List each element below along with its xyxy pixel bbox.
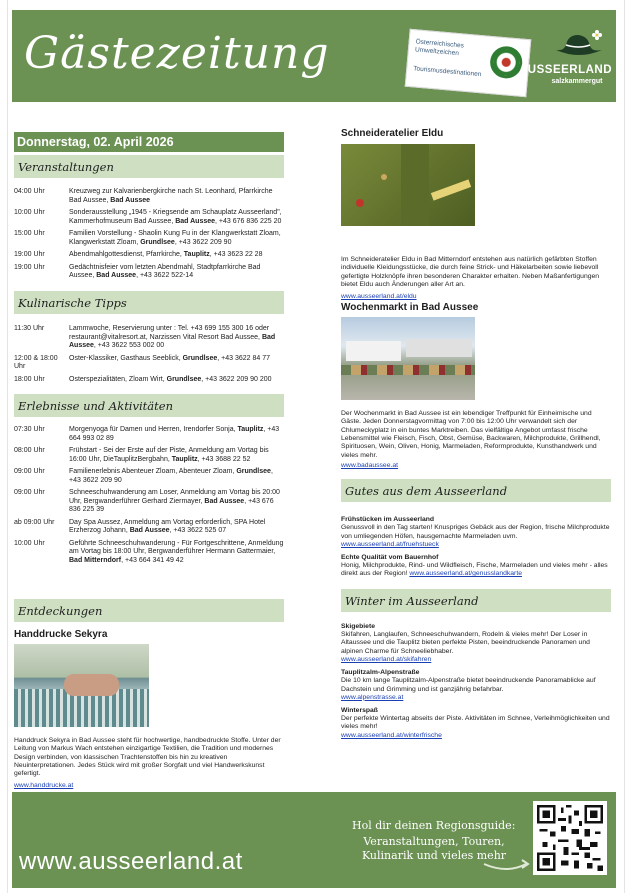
- sekyra-text: Handdruck Sekyra in Bad Aussee steht für hochwertige, handbedruckte Stoffe. Unter der Leitung von Markus Wach entstehen einzigartige Textilien, die Tradition und modernes Design verbinden, von klassischen Trachtenstoffen bis hin zu kreativen Neuinterpretationen. Jedes Stück wird mit großer Sorgfalt und viel Handwerkskunst gefertigt.: [14, 737, 281, 778]
- event-text: Familienerlebnis Abenteuer Zloam, Abenteuer Zloam,: [69, 468, 237, 475]
- event-time: 07:30 Uhr: [14, 426, 45, 433]
- event-time: 19:00 Uhr: [14, 251, 45, 258]
- date-bar: Donnerstag, 02. April 2026: [14, 132, 284, 152]
- veranstaltungen-event-row: [14, 188, 284, 205]
- event-description: [69, 519, 284, 536]
- event-contact: , +43 3623 22 28: [209, 251, 263, 258]
- event-description: [69, 489, 284, 515]
- gutes-t2-wrap: [341, 562, 611, 579]
- event-description: [69, 447, 284, 464]
- event-text: Sonderausstellung „1945 - Kriegsende am Schauplatz Ausseerland", Kammerhofmuseum Bad Aussee,: [69, 209, 282, 225]
- event-location: Bad Aussee: [175, 217, 216, 225]
- event-time: 10:00 Uhr: [14, 539, 45, 547]
- veranstaltungen-event-row: [14, 264, 284, 281]
- event-time: 11:30 Uhr: [14, 325, 45, 332]
- event-contact: , +43 664 993 02 89: [69, 426, 280, 442]
- event-time: ab 09:00 Uhr: [14, 518, 55, 526]
- gutes-t1: Genussvoll in den Tag starten! Knuspriges Gebäck aus der Region, frische Milchprodukte von umliegenden Höfen, hausgemachte Marmeladen uvm.: [341, 524, 610, 540]
- event-contact: , +43 3622 84 77: [217, 354, 270, 362]
- section-kulinarisch-title: Kulinarische Tipps: [14, 291, 284, 314]
- event-location: Grundlsee: [236, 468, 271, 475]
- gutes-l2[interactable]: www.ausseerland.at/genusslandkarte: [409, 570, 522, 578]
- winter-l2[interactable]: www.alpenstrasse.at: [341, 693, 404, 701]
- veranstaltungen-event-row: [14, 230, 284, 247]
- section-entdeckungen-title: Entdeckungen: [14, 599, 284, 622]
- event-location: Bad Aussee: [96, 272, 137, 279]
- page-title: Gästezeitung: [24, 28, 330, 79]
- sekyra-link[interactable]: www.handdrucke.at: [14, 782, 74, 790]
- event-location: Bad Mitterndorf: [69, 556, 122, 564]
- event-contact: , +43 676 836 225 39: [69, 497, 274, 513]
- event-location: Bad Aussee: [110, 196, 151, 204]
- event-time: 04:00 Uhr: [14, 188, 45, 195]
- section-veranstaltungen-title: Veranstaltungen: [14, 155, 284, 178]
- footer-tagline-2: Veranstaltungen, Touren, Kulinarik und vieles mehr: [361, 835, 507, 862]
- footer-banner: [12, 792, 616, 888]
- event-description: [69, 540, 284, 566]
- event-location: Tauplitz: [237, 426, 264, 433]
- winter-t3: Der perfekte Wintertag abseits der Piste. Aktivitäten im Schnee, Verleihmöglichkeiten und vieles mehr!: [341, 715, 610, 731]
- erlebnisse-event-row: [14, 540, 284, 566]
- event-contact: , +43 3622 522-14: [136, 272, 194, 279]
- sekyra-heading: Handdrucke Sekyra: [14, 629, 108, 640]
- veranstaltungen-event-row: [14, 209, 284, 226]
- gutes-h1: Frühstücken im Ausseerland: [341, 515, 435, 523]
- ausseerland-hat-logo-icon: [552, 30, 606, 56]
- event-text: Morgenyoga für Damen und Herren, Irendorfer Sonja,: [69, 426, 238, 433]
- erlebnisse-event-row: [14, 489, 284, 515]
- winter-h2: Tauplitzalm-Alpenstraße: [341, 668, 420, 676]
- brand-subtitle: salzkammergut: [551, 78, 603, 85]
- right-column: [341, 128, 611, 739]
- gutes-h2: Echte Qualität vom Bauernhof: [341, 553, 439, 561]
- footer-tagline-1: Hol dir deinen Regionsguide:: [352, 819, 516, 832]
- event-text: Frühstart - Sei der Erste auf der Piste, Anmeldung am Vortag bis 16:00 Uhr, DieTauplitzBergbahn,: [69, 447, 269, 463]
- winter-h1: Skigebiete: [341, 622, 375, 630]
- event-description: [69, 355, 284, 372]
- section-erlebnisse-title: Erlebnisse und Aktivitäten: [14, 394, 284, 417]
- event-text: Gedächtnisfeier vom letzten Abendmahl, Stadtpfarrkirche Bad Aussee,: [69, 263, 261, 279]
- header-banner: [12, 10, 616, 102]
- event-location: Grundlsee: [140, 238, 175, 246]
- event-time: 12:00 & 18:00 Uhr: [14, 354, 58, 370]
- markt-photo: [341, 317, 475, 400]
- event-contact: , +43 676 836 225 20: [215, 217, 282, 225]
- erlebnisse-event-row: [14, 519, 284, 536]
- markt-link[interactable]: www.badaussee.at: [341, 461, 399, 469]
- kulinarisch-event-row: [14, 376, 284, 385]
- event-contact: , +43 3688 22 52: [197, 455, 251, 463]
- event-text: Day Spa Aussez, Anmeldung am Vortag erforderlich, SPA Hotel Erzherzog Johann,: [69, 518, 266, 534]
- section-gutes-title: Gutes aus dem Ausseerland: [341, 479, 611, 502]
- event-time: 09:00 Uhr: [14, 468, 45, 475]
- event-location: Grundlsee: [166, 375, 202, 383]
- sekyra-photo: [14, 644, 149, 727]
- event-time: 19:00 Uhr: [14, 263, 45, 271]
- event-description: [69, 188, 284, 205]
- event-location: Bad Aussee: [129, 527, 170, 534]
- event-description: [69, 376, 284, 385]
- erlebnisse-list: [14, 426, 284, 599]
- kulinarisch-list: [14, 325, 284, 394]
- gutes-t2: Honig, Milchprodukte, Rind- und Wildfleisch, Fische, Marmeladen und vieles mehr - alles direkt aus der Region!: [341, 562, 608, 578]
- eldu-link[interactable]: www.ausseerland.at/eldu: [341, 293, 417, 301]
- event-description: [69, 325, 284, 351]
- event-location: Grundlsee: [182, 354, 218, 362]
- badge-text-1: Österreichisches Umweltzeichen: [414, 38, 465, 58]
- footer-url[interactable]: www.ausseerland.at: [19, 848, 243, 875]
- winter-l1[interactable]: www.ausseerland.at/skifahren: [341, 655, 432, 663]
- eldu-photo: [341, 144, 475, 226]
- gutes-l1[interactable]: www.ausseerland.at/fruehstueck: [341, 540, 439, 548]
- winter-t1: Skifahren, Langlaufen, Schneeschuhwandern, Rodeln & vieles mehr! Der Loser in Altaussee und die Tauplitz bieten perfekte Pisten, beeindruckende Panoramen und alpinen Charme für Schneeliebhaber.: [341, 631, 590, 655]
- event-contact: , +43 3622 209 90 200: [201, 375, 272, 383]
- qr-code-icon[interactable]: [533, 801, 607, 875]
- event-time: 08:00 Uhr: [14, 447, 45, 454]
- event-description: [69, 251, 284, 260]
- event-contact: , +43 664 341 49 42: [121, 556, 184, 564]
- eldu-heading: Schneideratelier Eldu: [341, 128, 444, 139]
- umweltzeichen-badge: [405, 29, 532, 97]
- event-time: 18:00 Uhr: [14, 375, 45, 383]
- event-text: Kreuzweg zur Kalvarienbergkirche nach St. Leonhard, Pfarrkirche Bad Aussee,: [69, 188, 273, 204]
- left-column: [14, 132, 284, 789]
- event-time: 15:00 Uhr: [14, 230, 45, 237]
- kulinarisch-event-row: [14, 355, 284, 372]
- eldu-text: Im Schneideratelier Eldu in Bad Mitterndorf entstehen aus natürlich gefärbten Stoffen individuelle Kleidungsstücke, die durch feine Strick- und Häkelarbeiten sowie liebevoll gefertigte Holzknöpfe ihren besonderen Charakter erhalten. Neben Maßanfertigungen bietet Eldu auch Änderungen aller Art an.: [341, 256, 600, 288]
- event-contact: , +43 3622 209 90: [69, 468, 273, 484]
- event-contact: , +43 3622 209 90: [174, 238, 232, 246]
- event-location: Tauplitz: [183, 251, 210, 258]
- event-description: [69, 468, 284, 485]
- winter-l3[interactable]: www.ausseerland.at/winterfrische: [341, 731, 442, 739]
- kulinarisch-event-row: [14, 325, 284, 351]
- event-text: Lammwoche, Reservierung unter : Tel. +43 699 155 300 16 oder restaurant@vitalresort.at, Narzissen Vital Resort Bad Aussee,: [69, 325, 270, 341]
- badge-text-2: Tourismusdestinationen: [412, 65, 482, 79]
- erlebnisse-event-row: [14, 447, 284, 464]
- event-contact: , +43 3622 553 002 00: [93, 342, 165, 349]
- veranstaltungen-event-row: [14, 251, 284, 260]
- arrow-icon: [482, 854, 532, 874]
- event-time: 10:00 Uhr: [14, 209, 45, 216]
- event-description: [69, 264, 284, 281]
- event-text: Oster-Klassiker, Gasthaus Seeblick,: [69, 354, 183, 362]
- markt-heading: Wochenmarkt in Bad Aussee: [341, 302, 479, 314]
- event-location: Tauplitz: [171, 455, 198, 463]
- erlebnisse-event-row: [14, 426, 284, 443]
- event-description: [69, 230, 284, 247]
- section-winter-title: Winter im Ausseerland: [341, 589, 611, 612]
- event-text: Abendmahlgottesdienst, Pfarrkirche,: [69, 251, 184, 258]
- event-text: Familien Vorstellung - Shaolin Kung Fu in der Klangwerkstatt Zloam, Klangwerkstatt Zloam,: [69, 230, 281, 246]
- event-text: Geführte Schneeschuhwanderung - Für Fortgeschrittene, Anmeldung am Vortag bis 18:00 Uhr, Bergwanderführer Hermann Gattermaier,: [69, 539, 284, 555]
- event-location: Bad Aussee: [69, 333, 276, 349]
- veranstaltungen-list: [14, 188, 284, 291]
- event-text: Osterspezialitäten, Zloam Wirt,: [69, 375, 167, 383]
- brand-name: AUSSEERLAND: [519, 64, 613, 76]
- erlebnisse-event-row: [14, 468, 284, 485]
- event-description: [69, 426, 284, 443]
- event-location: Bad Aussee: [204, 497, 245, 505]
- event-description: [69, 209, 284, 226]
- event-text: Schneeschuhwanderung am Loser, Anmeldung am Vortag bis 20:00 Uhr, Bergwanderführer Gerhard Ziermayer,: [69, 489, 280, 505]
- markt-text: Der Wochenmarkt in Bad Aussee ist ein lebendiger Treffpunkt für Einheimische und Gäste. Jeden Donnerstagvormittag von 7:00 bis 12:00 Uhr verwandelt sich der Chlumeckyplatz in ein buntes Marktreiben. Das vielfältige Angebot umfasst frische Lebensmittel wie Fleisch, Fisch, Obst, Gemüse, Backwaren, Milchprodukte, Grillhendl, Spirituosen, Wein, Oliven, Honig, Marmeladen, Reformprodukte, Kunsthandwerk und vieles mehr.: [341, 410, 601, 459]
- winter-t2: Die 10 km lange Tauplitzalm-Alpenstraße bietet beeindruckende Panoramablicke auf Dachstein und Grimming und ist ganzjährig befahrbar.: [341, 677, 596, 693]
- event-time: 09:00 Uhr: [14, 489, 45, 496]
- event-contact: , +43 3622 525 07: [169, 527, 227, 534]
- winter-h3: Winterspaß: [341, 706, 378, 714]
